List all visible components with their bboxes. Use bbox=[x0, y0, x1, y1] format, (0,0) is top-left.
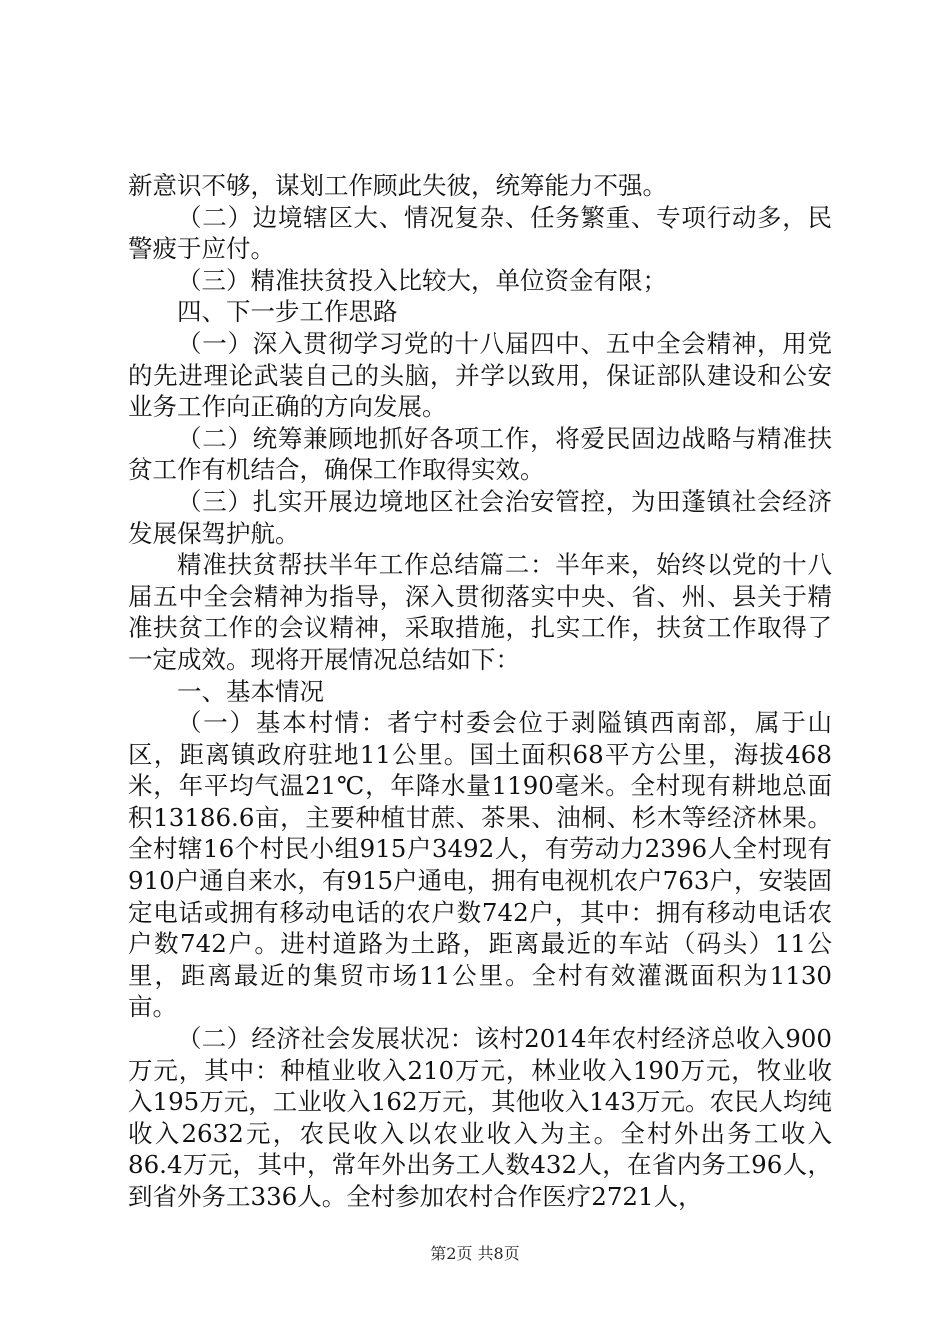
paragraph: （二）边境辖区大、情况复杂、任务繁重、专项行动多，民警疲于应付。 bbox=[128, 202, 832, 264]
section-heading: 一、基本情况 bbox=[177, 676, 324, 706]
paragraph: （一）基本村情：者宁村委会位于剥隘镇西南部，属于山区，距离镇政府驻地11公里。国土面积68平方公里，海拔468米，年平均气温21℃，年降水量1190毫米。全村现有耕地总面积13186.6亩，主要种植甘蔗、茶果、油桐、杉木等经济林果。全村辖16个村民小组915户3492人，有劳动力2396人全村现有910户通自来水，有915户通电，拥有电视机农户763户，安装固定电话或拥有移动电话的农户数742户，其中：拥有移动电话农户数742户。进村道路为土路，距离最近的车站（码头）11公里，距离最近的集贸市场11公里。全村有效灌溉面积为1130亩。 bbox=[128, 708, 832, 1022]
section-heading: 四、下一步工作思路 bbox=[177, 297, 398, 327]
paragraph: 新意识不够，谋划工作顾此失彼，统筹能力不强。 bbox=[128, 171, 667, 200]
paragraph: （一）深入贯彻学习党的十八届四中、五中全会精神，用党的先进理论武装自己的头脑，并学以致用，保证部队建设和公安业务工作向正确的方向发展。 bbox=[128, 328, 832, 422]
paragraph: （三）扎实开展边境地区社会治安管控，为田蓬镇社会经济发展保驾护航。 bbox=[128, 486, 832, 548]
paragraph: （二）统筹兼顾地抓好各项工作，将爱民固边战略与精准扶贫工作有机结合，确保工作取得实效。 bbox=[128, 423, 832, 485]
paragraph: （三）精准扶贫投入比较大，单位资金有限； bbox=[177, 265, 667, 295]
document-body bbox=[128, 170, 832, 1213]
paragraph: （二）经济社会发展状况：该村2014年农村经济总收入900万元，其中：种植业收入210万元，林业收入190万元，牧业收入195万元，工业收入162万元，其他收入143万元。农民人均纯收入2632元，农民收入以农业收入为主。全村外出务工收入86.4万元，其中，常年外出务工人数432人，在省内务工96人，到省外务工336人。全村参加农村合作医疗2721人， bbox=[128, 1024, 832, 1211]
page-number: 第2页 共8页 bbox=[430, 1244, 520, 1263]
paragraph: 精准扶贫帮扶半年工作总结篇二：半年来，始终以党的十八届五中全会精神为指导，深入贯彻落实中央、省、州、县关于精准扶贫工作的会议精神，采取措施，扎实工作，扶贫工作取得了一定成效。现将开展情况总结如下： bbox=[128, 550, 832, 674]
